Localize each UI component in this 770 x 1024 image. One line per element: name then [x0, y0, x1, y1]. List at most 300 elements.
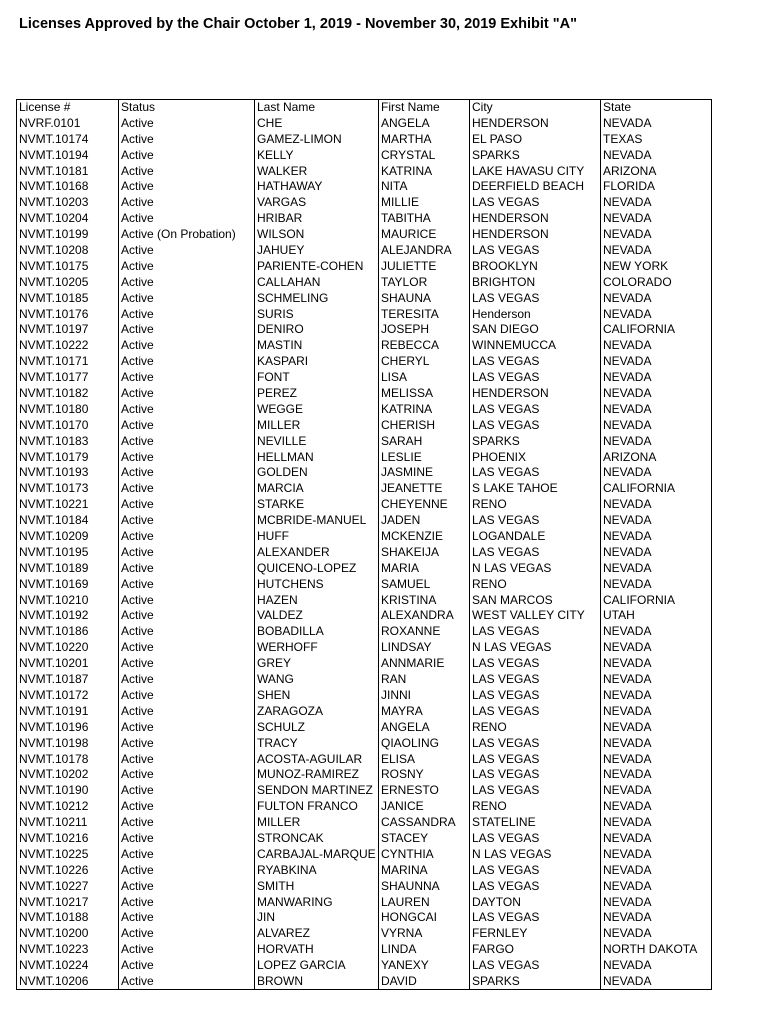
table-row [17, 703, 712, 719]
cell-state: NEVADA [601, 719, 712, 735]
cell-state: NEVADA [601, 513, 712, 529]
cell-city: LAS VEGAS [470, 767, 601, 783]
table-row [17, 274, 712, 290]
cell-first-name: TAYLOR [379, 274, 470, 290]
header-status: Status [119, 100, 255, 116]
cell-first-name: SHAUNA [379, 290, 470, 306]
cell-last-name: MUNOZ-RAMIREZ [255, 767, 379, 783]
table-row [17, 624, 712, 640]
cell-last-name: FONT [255, 370, 379, 386]
cell-last-name: SMITH [255, 878, 379, 894]
cell-first-name: MCKENZIE [379, 529, 470, 545]
cell-state: NEVADA [601, 433, 712, 449]
cell-last-name: STRONCAK [255, 830, 379, 846]
cell-first-name: TABITHA [379, 211, 470, 227]
cell-license-number: NVMT.10171 [17, 354, 119, 370]
cell-license-number: NVMT.10172 [17, 687, 119, 703]
cell-last-name: DENIRO [255, 322, 379, 338]
cell-state: NEVADA [601, 497, 712, 513]
cell-state: NEVADA [601, 815, 712, 831]
cell-status: Active [119, 894, 255, 910]
cell-first-name: CASSANDRA [379, 815, 470, 831]
cell-last-name: ZARAGOZA [255, 703, 379, 719]
cell-first-name: ANNMARIE [379, 656, 470, 672]
cell-status: Active [119, 497, 255, 513]
cell-first-name: ELISA [379, 751, 470, 767]
cell-state: NEVADA [601, 243, 712, 259]
cell-last-name: STARKE [255, 497, 379, 513]
header-state: State [601, 100, 712, 116]
table-row [17, 465, 712, 481]
cell-state: NEVADA [601, 211, 712, 227]
cell-last-name: PEREZ [255, 386, 379, 402]
cell-state: NEVADA [601, 115, 712, 131]
cell-status: Active [119, 179, 255, 195]
cell-city: DAYTON [470, 894, 601, 910]
cell-license-number: NVMT.10170 [17, 417, 119, 433]
cell-city: LAS VEGAS [470, 513, 601, 529]
cell-first-name: KATRINA [379, 401, 470, 417]
cell-status: Active [119, 258, 255, 274]
cell-first-name: DAVID [379, 973, 470, 989]
cell-last-name: ALVAREZ [255, 926, 379, 942]
cell-status: Active [119, 243, 255, 259]
cell-status: Active [119, 799, 255, 815]
cell-first-name: VYRNA [379, 926, 470, 942]
cell-status: Active [119, 417, 255, 433]
cell-state: NEVADA [601, 147, 712, 163]
cell-status: Active [119, 147, 255, 163]
cell-first-name: LISA [379, 370, 470, 386]
table-row [17, 910, 712, 926]
cell-state: NEVADA [601, 401, 712, 417]
table-row [17, 195, 712, 211]
cell-license-number: NVMT.10217 [17, 894, 119, 910]
cell-status: Active [119, 386, 255, 402]
cell-first-name: QIAOLING [379, 735, 470, 751]
cell-last-name: JIN [255, 910, 379, 926]
cell-last-name: CHE [255, 115, 379, 131]
cell-license-number: NVMT.10221 [17, 497, 119, 513]
cell-status: Active [119, 370, 255, 386]
cell-status: Active (On Probation) [119, 227, 255, 243]
table-row [17, 973, 712, 989]
cell-first-name: HONGCAI [379, 910, 470, 926]
cell-last-name: MILLER [255, 815, 379, 831]
cell-last-name: FULTON FRANCO [255, 799, 379, 815]
cell-license-number: NVMT.10224 [17, 958, 119, 974]
cell-first-name: CHERYL [379, 354, 470, 370]
cell-license-number: NVMT.10193 [17, 465, 119, 481]
cell-license-number: NVMT.10196 [17, 719, 119, 735]
cell-first-name: LINDSAY [379, 640, 470, 656]
cell-state: NEVADA [601, 306, 712, 322]
cell-license-number: NVMT.10202 [17, 767, 119, 783]
cell-city: RENO [470, 719, 601, 735]
cell-status: Active [119, 830, 255, 846]
cell-license-number: NVMT.10185 [17, 290, 119, 306]
table-row [17, 401, 712, 417]
cell-state: NEVADA [601, 846, 712, 862]
cell-license-number: NVMT.10211 [17, 815, 119, 831]
cell-city: STATELINE [470, 815, 601, 831]
table-row [17, 481, 712, 497]
cell-state: ARIZONA [601, 163, 712, 179]
cell-first-name: MILLIE [379, 195, 470, 211]
cell-first-name: RAN [379, 672, 470, 688]
cell-license-number: NVMT.10205 [17, 274, 119, 290]
table-row [17, 640, 712, 656]
cell-state: CALIFORNIA [601, 592, 712, 608]
cell-city: HENDERSON [470, 211, 601, 227]
cell-license-number: NVMT.10169 [17, 576, 119, 592]
table-row [17, 560, 712, 576]
cell-last-name: VALDEZ [255, 608, 379, 624]
cell-city: LAS VEGAS [470, 830, 601, 846]
cell-city: LAS VEGAS [470, 290, 601, 306]
cell-state: NEVADA [601, 894, 712, 910]
cell-first-name: ROXANNE [379, 624, 470, 640]
cell-city: FARGO [470, 942, 601, 958]
cell-license-number: NVMT.10179 [17, 449, 119, 465]
cell-status: Active [119, 783, 255, 799]
cell-status: Active [119, 815, 255, 831]
cell-first-name: MARINA [379, 862, 470, 878]
table-row [17, 672, 712, 688]
cell-license-number: NVMT.10191 [17, 703, 119, 719]
cell-last-name: CALLAHAN [255, 274, 379, 290]
cell-first-name: ALEXANDRA [379, 608, 470, 624]
cell-last-name: SENDON MARTINEZ [255, 783, 379, 799]
table-row [17, 592, 712, 608]
cell-city: SPARKS [470, 973, 601, 989]
cell-license-number: NVMT.10187 [17, 672, 119, 688]
cell-state: NEVADA [601, 783, 712, 799]
cell-license-number: NVMT.10183 [17, 433, 119, 449]
cell-license-number: NVMT.10168 [17, 179, 119, 195]
table-row [17, 370, 712, 386]
cell-state: NEVADA [601, 354, 712, 370]
cell-license-number: NVMT.10177 [17, 370, 119, 386]
cell-status: Active [119, 703, 255, 719]
cell-state: NEVADA [601, 195, 712, 211]
cell-city: LAS VEGAS [470, 958, 601, 974]
cell-status: Active [119, 449, 255, 465]
table-row [17, 433, 712, 449]
cell-last-name: WALKER [255, 163, 379, 179]
cell-state: NEVADA [601, 830, 712, 846]
cell-last-name: QUICENO-LOPEZ [255, 560, 379, 576]
cell-city: LAS VEGAS [470, 544, 601, 560]
table-row [17, 417, 712, 433]
cell-last-name: HAZEN [255, 592, 379, 608]
cell-status: Active [119, 640, 255, 656]
cell-city: LAKE HAVASU CITY [470, 163, 601, 179]
cell-license-number: NVMT.10194 [17, 147, 119, 163]
cell-license-number: NVMT.10203 [17, 195, 119, 211]
cell-first-name: SARAH [379, 433, 470, 449]
cell-status: Active [119, 322, 255, 338]
table-row [17, 529, 712, 545]
cell-last-name: BROWN [255, 973, 379, 989]
table-row [17, 243, 712, 259]
cell-status: Active [119, 401, 255, 417]
table-row [17, 958, 712, 974]
cell-state: NEVADA [601, 958, 712, 974]
table-row [17, 862, 712, 878]
cell-license-number: NVMT.10227 [17, 878, 119, 894]
cell-city: EL PASO [470, 131, 601, 147]
cell-status: Active [119, 862, 255, 878]
cell-license-number: NVMT.10226 [17, 862, 119, 878]
table-row [17, 163, 712, 179]
cell-last-name: MILLER [255, 417, 379, 433]
cell-state: NEVADA [601, 878, 712, 894]
cell-license-number: NVMT.10210 [17, 592, 119, 608]
cell-license-number: NVMT.10188 [17, 910, 119, 926]
table-row [17, 354, 712, 370]
cell-first-name: TERESITA [379, 306, 470, 322]
cell-first-name: ANGELA [379, 115, 470, 131]
cell-first-name: LAUREN [379, 894, 470, 910]
cell-city: N LAS VEGAS [470, 640, 601, 656]
cell-city: LAS VEGAS [470, 910, 601, 926]
cell-status: Active [119, 163, 255, 179]
cell-first-name: JULIETTE [379, 258, 470, 274]
cell-state: CALIFORNIA [601, 322, 712, 338]
cell-state: NEVADA [601, 687, 712, 703]
table-row [17, 735, 712, 751]
cell-state: NEVADA [601, 386, 712, 402]
table-row [17, 322, 712, 338]
cell-state: NEVADA [601, 370, 712, 386]
cell-city: LAS VEGAS [470, 672, 601, 688]
cell-last-name: WERHOFF [255, 640, 379, 656]
cell-status: Active [119, 973, 255, 989]
cell-city: PHOENIX [470, 449, 601, 465]
cell-status: Active [119, 846, 255, 862]
cell-city: LOGANDALE [470, 529, 601, 545]
cell-license-number: NVMT.10181 [17, 163, 119, 179]
table-row [17, 656, 712, 672]
cell-license-number: NVMT.10184 [17, 513, 119, 529]
table-row [17, 290, 712, 306]
cell-state: NEVADA [601, 735, 712, 751]
cell-last-name: VARGAS [255, 195, 379, 211]
cell-city: SPARKS [470, 147, 601, 163]
cell-status: Active [119, 672, 255, 688]
cell-first-name: STACEY [379, 830, 470, 846]
table-row [17, 608, 712, 624]
cell-license-number: NVMT.10198 [17, 735, 119, 751]
cell-city: FERNLEY [470, 926, 601, 942]
cell-city: DEERFIELD BEACH [470, 179, 601, 195]
cell-city: LAS VEGAS [470, 624, 601, 640]
table-row [17, 878, 712, 894]
cell-state: NEVADA [601, 576, 712, 592]
cell-license-number: NVMT.10176 [17, 306, 119, 322]
cell-city: HENDERSON [470, 386, 601, 402]
cell-status: Active [119, 354, 255, 370]
header-city: City [470, 100, 601, 116]
cell-license-number: NVMT.10225 [17, 846, 119, 862]
cell-state: NORTH DAKOTA [601, 942, 712, 958]
cell-first-name: SHAKEIJA [379, 544, 470, 560]
cell-city: BRIGHTON [470, 274, 601, 290]
table-row [17, 338, 712, 354]
cell-last-name: SHEN [255, 687, 379, 703]
cell-last-name: MCBRIDE-MANUEL [255, 513, 379, 529]
cell-last-name: RYABKINA [255, 862, 379, 878]
cell-status: Active [119, 513, 255, 529]
document-title: Licenses Approved by the Chair October 1, 2019 - November 30, 2019 Exhibit "A" [19, 16, 577, 32]
cell-first-name: MARIA [379, 560, 470, 576]
cell-last-name: MANWARING [255, 894, 379, 910]
cell-city: LAS VEGAS [470, 417, 601, 433]
cell-city: LAS VEGAS [470, 783, 601, 799]
cell-city: N LAS VEGAS [470, 560, 601, 576]
cell-last-name: HUFF [255, 529, 379, 545]
header-first-name: First Name [379, 100, 470, 116]
cell-status: Active [119, 687, 255, 703]
cell-last-name: HUTCHENS [255, 576, 379, 592]
cell-city: LAS VEGAS [470, 703, 601, 719]
cell-status: Active [119, 942, 255, 958]
cell-city: RENO [470, 576, 601, 592]
header-row [17, 100, 712, 116]
cell-city: LAS VEGAS [470, 656, 601, 672]
cell-license-number: NVMT.10199 [17, 227, 119, 243]
table-row [17, 258, 712, 274]
cell-state: NEVADA [601, 672, 712, 688]
cell-city: S LAKE TAHOE [470, 481, 601, 497]
cell-license-number: NVMT.10174 [17, 131, 119, 147]
cell-first-name: YANEXY [379, 958, 470, 974]
cell-state: NEVADA [601, 544, 712, 560]
cell-state: NEVADA [601, 656, 712, 672]
cell-last-name: SCHULZ [255, 719, 379, 735]
cell-first-name: MAURICE [379, 227, 470, 243]
cell-city: RENO [470, 497, 601, 513]
cell-city: LAS VEGAS [470, 687, 601, 703]
cell-state: NEVADA [601, 751, 712, 767]
cell-status: Active [119, 115, 255, 131]
table-row [17, 926, 712, 942]
table-row [17, 131, 712, 147]
cell-last-name: GAMEZ-LIMON [255, 131, 379, 147]
table-row [17, 386, 712, 402]
cell-status: Active [119, 751, 255, 767]
cell-status: Active [119, 465, 255, 481]
cell-status: Active [119, 735, 255, 751]
cell-license-number: NVMT.10206 [17, 973, 119, 989]
cell-first-name: KATRINA [379, 163, 470, 179]
header-license-number: License # [17, 100, 119, 116]
cell-last-name: HRIBAR [255, 211, 379, 227]
cell-license-number: NVMT.10200 [17, 926, 119, 942]
cell-license-number: NVMT.10216 [17, 830, 119, 846]
cell-status: Active [119, 529, 255, 545]
cell-license-number: NVMT.10186 [17, 624, 119, 640]
cell-first-name: CHERISH [379, 417, 470, 433]
table-row [17, 687, 712, 703]
cell-last-name: NEVILLE [255, 433, 379, 449]
cell-status: Active [119, 560, 255, 576]
cell-last-name: WILSON [255, 227, 379, 243]
cell-first-name: KRISTINA [379, 592, 470, 608]
cell-license-number: NVMT.10175 [17, 258, 119, 274]
table-row [17, 751, 712, 767]
licenses-table [16, 99, 712, 990]
table-row [17, 115, 712, 131]
cell-last-name: GREY [255, 656, 379, 672]
cell-license-number: NVMT.10222 [17, 338, 119, 354]
cell-first-name: JINNI [379, 687, 470, 703]
cell-city: RENO [470, 799, 601, 815]
cell-state: NEVADA [601, 862, 712, 878]
cell-state: NEVADA [601, 910, 712, 926]
cell-state: NEVADA [601, 799, 712, 815]
cell-city: LAS VEGAS [470, 862, 601, 878]
cell-city: BROOKLYN [470, 258, 601, 274]
table-row [17, 942, 712, 958]
table-row [17, 306, 712, 322]
cell-first-name: JASMINE [379, 465, 470, 481]
cell-license-number: NVMT.10197 [17, 322, 119, 338]
cell-license-number: NVMT.10189 [17, 560, 119, 576]
cell-license-number: NVRF.0101 [17, 115, 119, 131]
cell-last-name: MASTIN [255, 338, 379, 354]
cell-last-name: ALEXANDER [255, 544, 379, 560]
cell-license-number: NVMT.10178 [17, 751, 119, 767]
cell-first-name: SHAUNNA [379, 878, 470, 894]
cell-last-name: ACOSTA-AGUILAR [255, 751, 379, 767]
cell-status: Active [119, 481, 255, 497]
cell-first-name: MELISSA [379, 386, 470, 402]
cell-last-name: GOLDEN [255, 465, 379, 481]
cell-status: Active [119, 576, 255, 592]
cell-first-name: JADEN [379, 513, 470, 529]
table-body [17, 115, 712, 989]
cell-first-name: SAMUEL [379, 576, 470, 592]
cell-last-name: BOBADILLA [255, 624, 379, 640]
cell-state: COLORADO [601, 274, 712, 290]
cell-city: LAS VEGAS [470, 465, 601, 481]
cell-status: Active [119, 910, 255, 926]
cell-first-name: LINDA [379, 942, 470, 958]
table-row [17, 449, 712, 465]
cell-city: HENDERSON [470, 115, 601, 131]
cell-last-name: KELLY [255, 147, 379, 163]
cell-city: LAS VEGAS [470, 751, 601, 767]
cell-last-name: HORVATH [255, 942, 379, 958]
cell-first-name: MAYRA [379, 703, 470, 719]
cell-city: LAS VEGAS [470, 401, 601, 417]
cell-first-name: CYNTHIA [379, 846, 470, 862]
table-row [17, 894, 712, 910]
cell-first-name: REBECCA [379, 338, 470, 354]
cell-first-name: JANICE [379, 799, 470, 815]
cell-state: FLORIDA [601, 179, 712, 195]
cell-first-name: ROSNY [379, 767, 470, 783]
cell-state: NEVADA [601, 624, 712, 640]
cell-license-number: NVMT.10192 [17, 608, 119, 624]
cell-state: NEVADA [601, 767, 712, 783]
cell-license-number: NVMT.10180 [17, 401, 119, 417]
cell-license-number: NVMT.10182 [17, 386, 119, 402]
cell-state: NEVADA [601, 703, 712, 719]
cell-city: LAS VEGAS [470, 878, 601, 894]
